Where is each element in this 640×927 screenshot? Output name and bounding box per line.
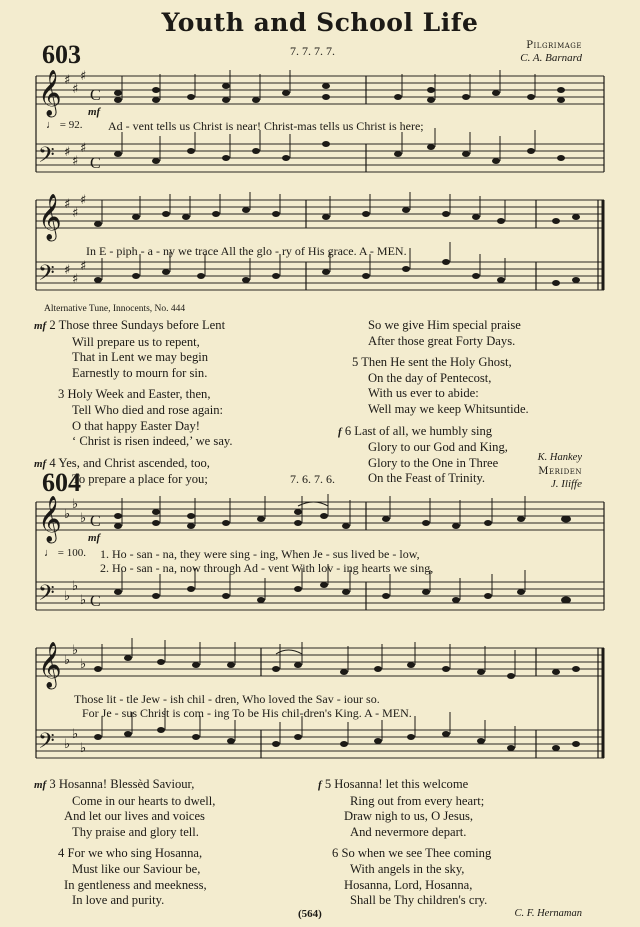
hymn-604-meter: 7. 6. 7. 6. <box>290 472 335 486</box>
svg-text:𝄞: 𝄞 <box>38 70 62 116</box>
svg-text:♯: ♯ <box>80 141 87 156</box>
verse-6: f 6 Last of all, we humbly sing Glory to our God and King, Glory to the One in Three On the Feast of Trinity. <box>338 423 508 486</box>
verse-3: mf 3 Hosanna! Blessèd Saviour, Come in our hearts to dwell, And let our lives and voices Thy praise and glory tell. <box>34 777 216 839</box>
svg-text:♭: ♭ <box>80 593 87 608</box>
hymn-603-lyric-line-2: In E - piph - a - ny we trace All the glo - ry of His grace. A - MEN. <box>86 244 407 258</box>
svg-text:♯: ♯ <box>72 82 79 97</box>
verse-5: f 5 Hosanna! let this welcome Ring out from every heart; Draw nigh to us, O Jesus, And nevermore depart. <box>318 777 485 839</box>
svg-text:♭: ♭ <box>64 737 71 752</box>
hymn-603-alternative-tune: Alternative Tune, Innocents, No. 444 <box>44 304 186 314</box>
hymn-604-metronome: ♩ = 100. <box>44 547 86 559</box>
svg-text:𝄞: 𝄞 <box>38 194 62 240</box>
svg-text:♭: ♭ <box>80 741 87 756</box>
page-number: (564) <box>298 908 322 920</box>
hymn-603-composer: C. A. Barnard <box>520 52 582 64</box>
verse-5: 5 Then He sent the Holy Ghost, On the day of Pentecost, With us ever to abide: Well may we keep Whitsuntide. <box>352 355 529 416</box>
hymn-604-verses-right <box>318 777 608 909</box>
hymn-603-meter: 7. 7. 7. 7. <box>290 44 335 58</box>
svg-text:♭: ♭ <box>72 497 79 512</box>
verse-4-cont: So we give Him special praise After those great Forty Days. <box>368 318 521 348</box>
svg-text:♭: ♭ <box>64 507 71 522</box>
verse-2: mf 2 Those three Sundays before Lent Will prepare us to repent, That in Lent we may begin Earnestly to mourn for sin. <box>34 318 226 380</box>
hymn-603-number: 603 <box>42 40 81 69</box>
verse-4: 4 For we who sing Hosanna, Must like our Saviour be, In gentleness and meekness, In love and purity. <box>58 846 207 908</box>
hymn-604-dynamic: mf <box>88 532 101 544</box>
svg-text:♯: ♯ <box>64 197 71 212</box>
svg-text:♭: ♭ <box>72 727 79 742</box>
svg-text:𝄞: 𝄞 <box>38 642 62 688</box>
hymn-604-number: 604 <box>42 468 81 497</box>
verse-3: 3 Holy Week and Easter, then, Tell Who died and rose again: O that happy Easter Day! ‘ Christ is risen indeed,’ we say. <box>58 387 233 449</box>
svg-text:♭: ♭ <box>72 579 79 594</box>
svg-text:♯: ♯ <box>72 272 79 287</box>
svg-text:𝄢: 𝄢 <box>38 261 55 291</box>
svg-text:♭: ♭ <box>72 643 79 658</box>
hymn-604-author: C. F. Hernaman <box>514 908 582 919</box>
hymn-604-lyric-line-2b: For Je - sus Christ is com - ing To be His chil-dren's King. A - MEN. <box>82 706 412 720</box>
svg-text:C: C <box>90 87 101 104</box>
svg-text:♯: ♯ <box>64 145 71 160</box>
svg-text:♯: ♯ <box>80 193 87 208</box>
hymn-603-system-1 <box>36 62 606 212</box>
hymn-604-lyric-line-2a: Those lit - tle Jew - ish chil - dren, Who loved the Sav - iour so. <box>74 692 380 706</box>
svg-text:C: C <box>90 513 101 530</box>
hymn-603-tune-name: Pilgrimage <box>526 40 582 51</box>
hymn-604-verses-left <box>34 777 324 909</box>
svg-text:♭: ♭ <box>80 657 87 672</box>
hymn-604-tune-name: Meriden <box>538 466 582 477</box>
svg-text:♭: ♭ <box>64 653 71 668</box>
svg-text:♯: ♯ <box>64 73 71 88</box>
hymn-603-lyric-line-1: Ad - vent tells us Christ is near! Christ-mas tells us Christ is here; <box>108 119 424 133</box>
hymn-603-metronome: ♩ = 92. <box>46 119 83 131</box>
hymn-603-dynamic: mf <box>88 106 101 118</box>
verse-6: 6 So when we see Thee coming With angels in the sky, Hosanna, Lord, Hosanna, Shall be Thy children's cry. <box>332 846 492 908</box>
page-title: Youth and School Life <box>161 8 479 37</box>
bass-staff <box>36 144 604 172</box>
svg-text:C: C <box>90 593 101 610</box>
svg-text:𝄢: 𝄢 <box>38 729 55 759</box>
hymn-604-lyric-line-1b: 2. Ho - san - na, now through Ad - vent With lov - ing hearts we sing, <box>100 561 434 575</box>
hymn-603-verses-left <box>34 318 334 488</box>
svg-text:𝄢: 𝄢 <box>38 143 55 173</box>
svg-text:♯: ♯ <box>72 206 79 221</box>
svg-text:♯: ♯ <box>72 154 79 169</box>
verse-4: mf 4 Yes, and Christ ascended, too, To prepare a place for you; <box>34 455 210 487</box>
stems <box>122 70 535 161</box>
hymn-604-lyric-line-1a: 1. Ho - san - na, they were sing - ing, When Je - sus lived be - low, <box>100 547 420 561</box>
svg-text:𝄞: 𝄞 <box>38 496 62 542</box>
svg-text:𝄢: 𝄢 <box>38 581 55 611</box>
svg-text:♯: ♯ <box>80 69 87 84</box>
svg-text:♭: ♭ <box>64 589 71 604</box>
hymn-604-composer: J. Iliffe <box>550 478 582 490</box>
svg-text:♯: ♯ <box>64 263 71 278</box>
svg-text:C: C <box>90 155 101 172</box>
svg-text:♯: ♯ <box>80 259 87 274</box>
hymn-603-author: K. Hankey <box>537 452 582 463</box>
svg-text:♭: ♭ <box>80 511 87 526</box>
